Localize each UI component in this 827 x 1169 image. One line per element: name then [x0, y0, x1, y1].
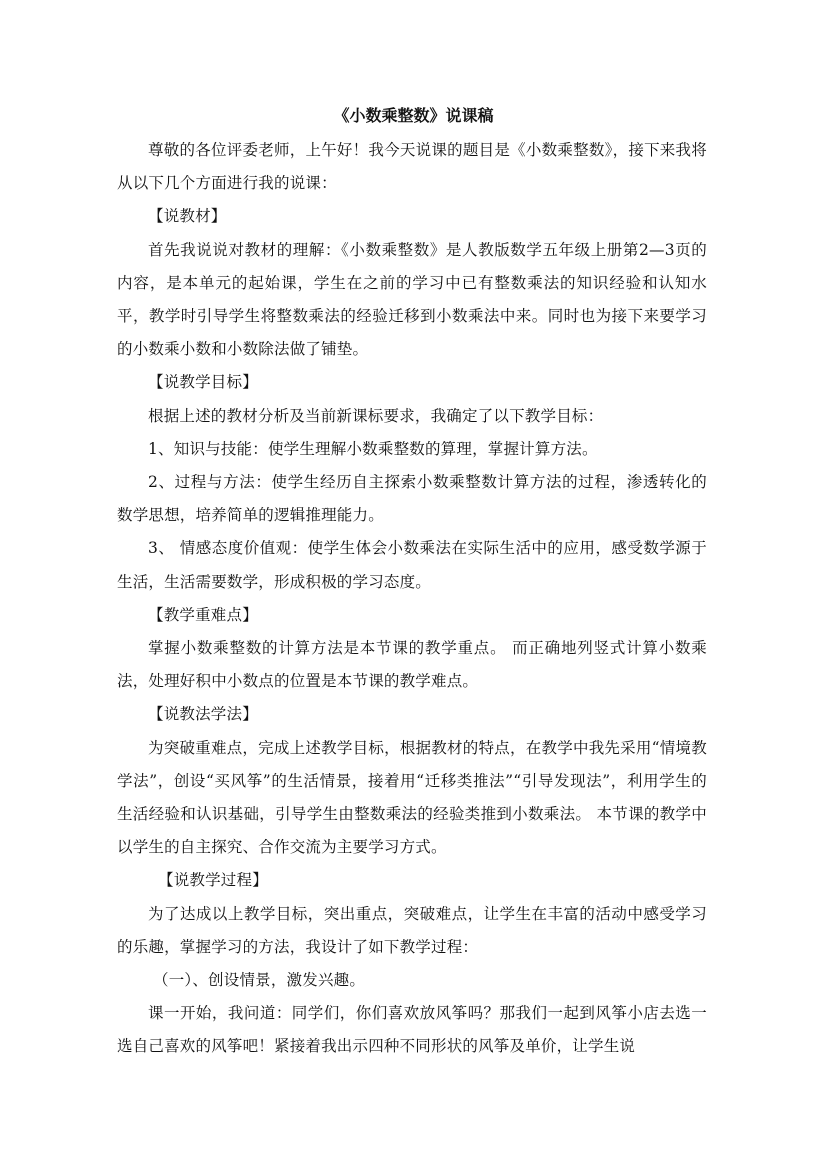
process-step-1-heading: （一）、创设情景，激发兴趣。 — [153, 971, 366, 990]
process-intro-paragraph: 为了达成以上教学目标，突出重点，突破难点，让学生在丰富的活动中感受学习的乐趣，掌握学习的方法，我设计了如下教学过程： — [117, 904, 707, 956]
document-body — [117, 134, 707, 1064]
section-heading-key-points: 【教学重难点】 — [148, 605, 258, 624]
section-heading-goals: 【说教学目标】 — [148, 373, 258, 392]
intro-paragraph: 尊敬的各位评委老师，上午好！我今天说课的题目是《小数乘整数》，接下来我将从以下几个方面进行我的说课： — [117, 141, 707, 193]
section-heading-methods: 【说教法学法】 — [148, 705, 258, 724]
process-step-1-paragraph: 课一开始，我问道：同学们，你们喜欢放风筝吗？那我们一起到风筝小店去选一选自己喜欢的风筝吧！紧接着我出示四种不同形状的风筝及单价，让学生说 — [117, 1004, 707, 1056]
goals-intro-paragraph: 根据上述的教材分析及当前新课标要求，我确定了以下教学目标： — [148, 406, 604, 425]
goal-item-3: 3、 情感态度价值观：使学生体会小数乘法在实际生活中的应用，感受数学源于生活，生活需要数学，形成积极的学习态度。 — [117, 539, 707, 591]
section-heading-process: 【说教学过程】 — [158, 871, 268, 890]
document-title: 《小数乘整数》说课稿 — [333, 106, 494, 125]
goal-item-1: 1、知识与技能：使学生理解小数乘整数的算理，掌握计算方法。 — [148, 439, 598, 458]
textbook-paragraph: 首先我说说对教材的理解：《小数乘整数》是人教版数学五年级上册第2—3页的内容，是本单元的起始课，学生在之前的学习中已有整数乘法的知识经验和认知水平，教学时引导学生将整数乘法的经验迁移到小数乘法中来。同时也为接下来要学习的小数乘小数和小数除法做了铺垫。 — [117, 240, 707, 359]
goal-item-2: 2、过程与方法：使学生经历自主探索小数乘整数计算方法的过程，渗透转化的数学思想，培养简单的逻辑推理能力。 — [117, 473, 707, 525]
key-points-paragraph: 掌握小数乘整数的计算方法是本节课的教学重点。 而正确地列竖式计算小数乘法，处理好积中小数点的位置是本节课的教学难点。 — [117, 639, 707, 691]
section-heading-textbook: 【说教材】 — [148, 207, 227, 226]
methods-paragraph: 为突破重难点，完成上述教学目标，根据教材的特点，在教学中我先采用“情境教学法”，创设“买风筝”的生活情景，接着用“迁移类推法”“引导发现法”，利用学生的生活经验和认识基础，引导学生由整数乘法的经验类推到小数乘法。 本节课的教学中以学生的自主探究、合作交流为主要学习方式。 — [117, 738, 707, 857]
